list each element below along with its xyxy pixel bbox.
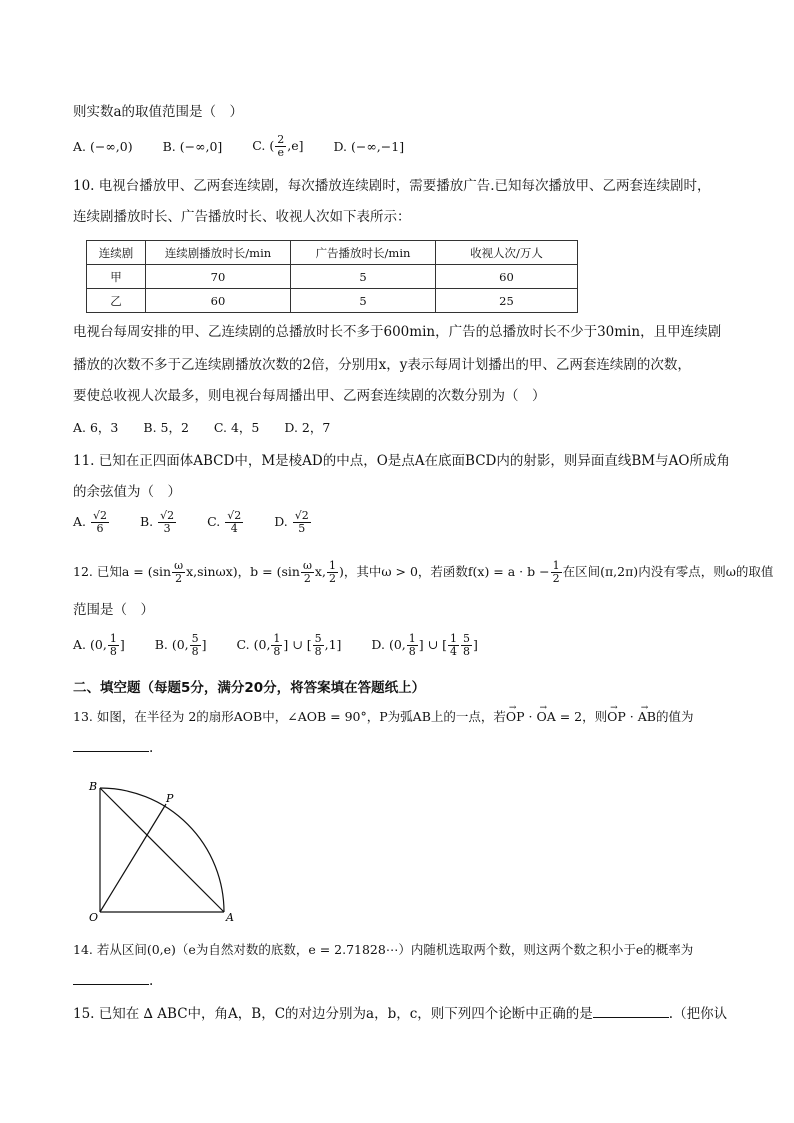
table-header: 连续剧 [87, 241, 146, 265]
q12-line-1: 12. 已知a = (sin $\frac{\omega}{2}$ x,sinωx)，b = (sin $\frac{\omega}{2}$ x, $\frac{1}{2}$ )，其中ω > 0，若函数f(x) = a · b − $\frac{1}{2}$ 在区间(π,2π)内没有零点，则ω的取值 [73, 559, 774, 585]
q10-options: A. 6，3 B. 5，2 C. 4，5 D. 2，7 [73, 420, 331, 435]
sector-figure [80, 778, 250, 926]
label-p: P [166, 792, 174, 805]
segment-ab [100, 788, 224, 912]
q9-tail-text: 则实数a的取值范围是（ ） [73, 104, 244, 120]
answer-blank[interactable] [73, 739, 149, 752]
q11-option-d: D. $\frac{√2}{5}$ [274, 509, 309, 535]
section-heading: 二、填空题（每题5分，满分20分，将答案填在答题纸上） [73, 680, 426, 696]
q14-line-1: 14. 若从区间(0,e)（e为自然对数的底数，e = 2.71828⋯）内随机选取两个数，则这两个数之积小于e的概率为 [73, 942, 694, 957]
q10-line-5: 要使总收视人次最多，则电视台每周播出甲、乙两套连续剧的次数分别为（ ） [73, 388, 546, 404]
q12-options [73, 633, 504, 658]
q10-line-3: 电视台每周安排的甲、乙连续剧的总播放时长不多于600min，广告的总播放时长不少于30min，且甲连续剧 [73, 324, 722, 340]
label-a: A [226, 911, 234, 924]
table-header: 收视人次/万人 [436, 241, 578, 265]
table-cell: 70 [146, 265, 291, 289]
q11-line-1: 11. 已知在正四面体ABCD中，M是棱AD的中点，O是点A在底面BCD内的射影，则异面直线BM与AO所成角 [73, 453, 730, 469]
q11-option-a: A. $\frac{√2}{6}$ [73, 509, 108, 535]
q11-line-2: 的余弦值为（ ） [73, 484, 181, 500]
table-cell: 25 [436, 289, 578, 313]
q15-line-1: 15. 已知在 ∆ ABC中，角A，B，C的对边分别为a，b，c，则下列四个论断中正确的是 .（把你认 [73, 1006, 728, 1022]
q12-option-b: B. (0, $\frac{5}{8}$ ] [154, 632, 207, 658]
q10-line-1: 10. 电视台播放甲、乙两套连续剧，每次播放连续剧时，需要播放广告.已知每次播放甲、乙两套连续剧时， [73, 178, 711, 194]
q10-line-4: 播放的次数不多于乙连续剧播放次数的2倍，分别用x，y表示每周计划播出的甲、乙两套连续剧的次数， [73, 357, 691, 373]
answer-blank[interactable] [593, 1005, 669, 1018]
table-cell: 5 [291, 265, 436, 289]
q12-option-d: D. (0, $\frac{1}{8}$ ] ∪ [ $\frac{1}{4}$ $\frac{5}{8}$ ] [371, 632, 478, 658]
table-cell: 5 [291, 289, 436, 313]
q9-option-c: C. ( $\frac{2}{e}$ ,e] [252, 133, 304, 159]
table-cell: 60 [146, 289, 291, 313]
table-cell: 甲 [87, 265, 146, 289]
table-header-row [87, 241, 578, 265]
q11-options [73, 510, 338, 535]
table-header: 连续剧播放时长/min [146, 241, 291, 265]
answer-blank[interactable] [73, 972, 149, 985]
table-cell: 乙 [87, 289, 146, 313]
q11-option-c: C. $\frac{√2}{4}$ [207, 509, 242, 535]
q10-line-2: 连续剧播放时长、广告播放时长、收视人次如下表所示： [73, 209, 411, 225]
q13-line-1: 13. 如图，在半径为 2的扇形AOB中，∠AOB = 90°，P为弧AB上的一点，若→ OP · → OA = 2，则→ OP · → AB的值为 [73, 707, 693, 727]
table-row [87, 265, 578, 289]
q10-table [86, 240, 578, 313]
table-row [87, 289, 578, 313]
q9-option-d: D. (−∞,−1] [333, 139, 405, 154]
label-o: O [89, 911, 99, 924]
q14-answer-line: . [73, 971, 153, 991]
q12-option-c: C. (0, $\frac{1}{8}$ ] ∪ [ $\frac{5}{8}$ ,1] [236, 632, 342, 658]
q12-line-2: 范围是（ ） [73, 602, 154, 618]
q13-answer-line: . [73, 738, 153, 758]
q9-option-b: B. (−∞,0] [162, 139, 223, 154]
q9-options [73, 134, 430, 159]
table-header: 广告播放时长/min [291, 241, 436, 265]
q11-option-b: B. $\frac{√2}{3}$ [140, 509, 175, 535]
q12-option-a: A. (0, $\frac{1}{8}$ ] [73, 632, 125, 658]
table-cell: 60 [436, 265, 578, 289]
q9-option-a: A. (−∞,0) [73, 139, 133, 154]
label-b: B [89, 780, 98, 793]
